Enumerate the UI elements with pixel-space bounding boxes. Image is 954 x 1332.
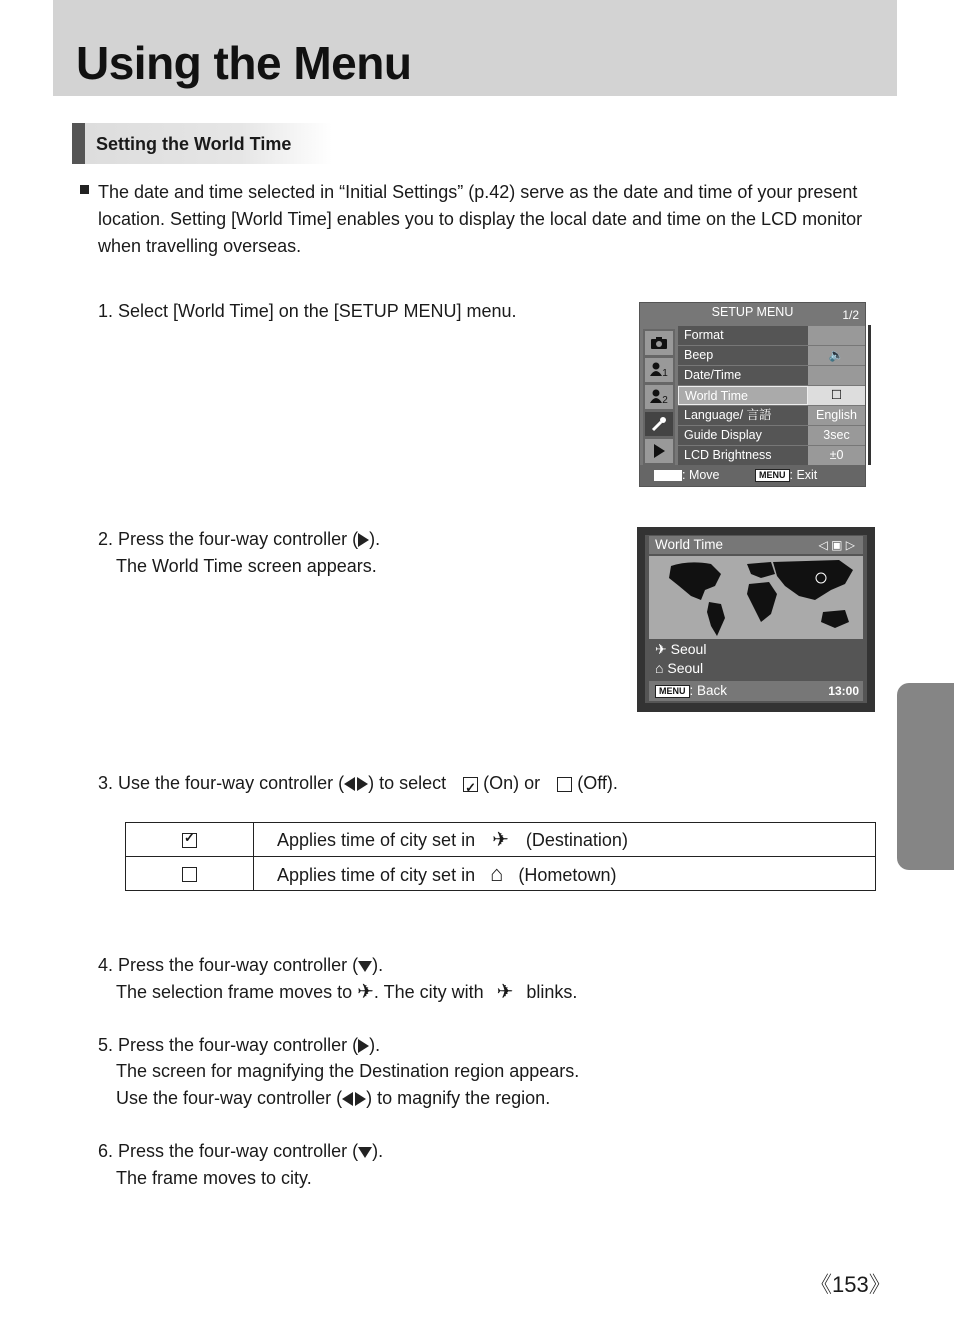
tab-sub-2: 2 [662, 395, 668, 406]
home-icon: ⌂ [490, 860, 504, 886]
world-time-title-text: World Time [655, 537, 724, 552]
step-5-text-b: ). [369, 1035, 381, 1055]
airplane-icon: ✈ [492, 829, 509, 851]
menu-row-beep: Beep [678, 346, 808, 365]
menu-row-datetime: Date/Time [678, 366, 808, 385]
step-3-text-c: (On) or [483, 773, 541, 793]
step-2 [98, 526, 380, 553]
four-way-icon [654, 470, 682, 481]
option-off-cell [126, 857, 254, 891]
bullet-square [80, 185, 89, 194]
step-3 [98, 770, 618, 797]
scrollbar [868, 325, 871, 465]
world-time-footer [649, 681, 863, 701]
step-3-text-d: (Off). [577, 773, 618, 793]
menu-button-icon-2: MENU [655, 685, 690, 698]
step-2-detail: The World Time screen appears. [116, 556, 377, 576]
page-title: Using the Menu [76, 37, 412, 89]
right-arrow-icon [358, 1039, 369, 1053]
world-time-screen [637, 527, 875, 712]
step-5-detail: The screen for magnifying the Destination region appears. [116, 1061, 580, 1081]
menu-val-language: English [808, 406, 865, 425]
checkbox-off-icon [557, 777, 572, 792]
world-map [649, 556, 863, 639]
world-time-title [649, 536, 863, 554]
down-arrow-icon [358, 961, 372, 972]
step-2-text-a: 2. Press the four-way controller ( [98, 529, 359, 549]
step-5-text-d: Use the four-way controller ( [116, 1088, 343, 1108]
dest-city-name: Seoul [670, 641, 707, 657]
menu-val-guide: 3sec [808, 426, 865, 445]
section-title: Setting the World Time [96, 134, 292, 154]
step-1: 1. Select [World Time] on the [SETUP MENU] menu. [98, 301, 517, 321]
menu-row-language: Language/ 言語 [678, 406, 808, 425]
destination-city [655, 641, 706, 658]
intro-line-3: when travelling overseas. [98, 236, 302, 256]
footer-back: : Back [689, 683, 728, 698]
option-on-label: (Destination) [525, 830, 628, 850]
right-arrow-icon [357, 777, 368, 791]
step-5-detail-2 [116, 1085, 550, 1112]
world-time-clock: 13:00 [828, 684, 859, 698]
airplane-icon: ✈ [496, 981, 514, 1003]
right-arrow-icon [358, 533, 369, 547]
option-off-text: Applies time of city set in [277, 864, 476, 885]
menu-row-brightness: LCD Brightness [678, 446, 808, 465]
step-4-text-b: ). [372, 955, 384, 975]
home-icon: ⌂ [655, 660, 664, 676]
setup-menu-footer [640, 465, 865, 486]
menu-row-worldtime: World Time [678, 386, 808, 405]
play-icon [645, 439, 673, 463]
home-city [655, 660, 703, 676]
intro-line-2: location. Setting [World Time] enables you to display the local date and time on the LCD monitor [98, 209, 863, 229]
table-row [126, 823, 876, 857]
wrench-icon [645, 412, 673, 436]
menu-row-guide: Guide Display [678, 426, 808, 445]
step-5 [98, 1032, 380, 1059]
left-arrow-icon [344, 777, 355, 791]
menu-row-format: Format [678, 326, 808, 345]
home-city-name: Seoul [667, 660, 704, 676]
step-2-text-b: ). [369, 529, 381, 549]
user2-icon [645, 385, 673, 409]
footer-move: : Move [682, 468, 720, 482]
page-number: 《153》 [810, 1272, 891, 1297]
section-heading [72, 123, 332, 164]
step-4-text-d: . The city with [373, 982, 484, 1002]
intro-line-1: The date and time selected in “Initial Settings” (p.42) serve as the date and time of your present [98, 182, 858, 202]
menu-val-worldtime: ☐ [808, 386, 865, 405]
step-4-text-e: blinks. [526, 982, 578, 1002]
step-5-text-e: ) to magnify the region. [366, 1088, 551, 1108]
footer-exit: : Exit [789, 468, 818, 482]
setup-menu-title: SETUP MENU [711, 305, 794, 319]
step-4-text-c: The selection frame moves to [116, 982, 353, 1002]
option-off-desc [254, 857, 876, 891]
options-table [125, 822, 876, 891]
step-6-detail: The frame moves to city. [116, 1168, 312, 1188]
chapter-side-tab [897, 683, 954, 870]
setup-menu-screen [639, 302, 866, 487]
menu-val-beep: 🔈 [808, 346, 865, 365]
setup-tab-column [643, 329, 675, 465]
table-row [126, 857, 876, 891]
option-off-label: (Hometown) [518, 864, 617, 885]
menu-val-brightness: ±0 [808, 446, 865, 465]
option-on-text: Applies time of city set in [277, 830, 476, 850]
header-band [53, 0, 897, 96]
option-on-desc [254, 823, 876, 857]
step-4-text-a: 4. Press the four-way controller ( [98, 955, 359, 975]
section-bar [72, 123, 85, 164]
camera-icon [645, 331, 673, 355]
checkbox-on-icon [182, 833, 197, 848]
step-5-text-a: 5. Press the four-way controller ( [98, 1035, 359, 1055]
down-arrow-icon [358, 1147, 372, 1158]
left-arrow-icon [342, 1092, 353, 1106]
setup-menu-page: 1/2 [842, 308, 859, 322]
left-box-right-icon: ◁ ▣ ▷ [818, 538, 855, 552]
tab-sub-1: 1 [662, 368, 668, 379]
menu-button-icon: MENU [755, 469, 790, 482]
airplane-icon: ✈ [357, 981, 374, 1003]
step-6 [98, 1138, 383, 1165]
checkbox-off-icon [182, 867, 197, 882]
step-4-detail [116, 979, 577, 1006]
checkbox-on-icon [463, 777, 478, 792]
step-3-text-a: 3. Use the four-way controller ( [98, 773, 345, 793]
step-6-text-b: ). [372, 1141, 384, 1161]
user1-icon [645, 358, 673, 382]
menu-val-datetime [808, 366, 865, 385]
world-time-panel [645, 535, 867, 703]
right-arrow-icon [355, 1092, 366, 1106]
menu-val-format [808, 326, 865, 345]
step-6-text-a: 6. Press the four-way controller ( [98, 1141, 359, 1161]
step-3-text-b: ) to select [368, 773, 447, 793]
airplane-icon: ✈ [655, 641, 667, 657]
option-on-cell [126, 823, 254, 857]
step-4 [98, 952, 383, 979]
